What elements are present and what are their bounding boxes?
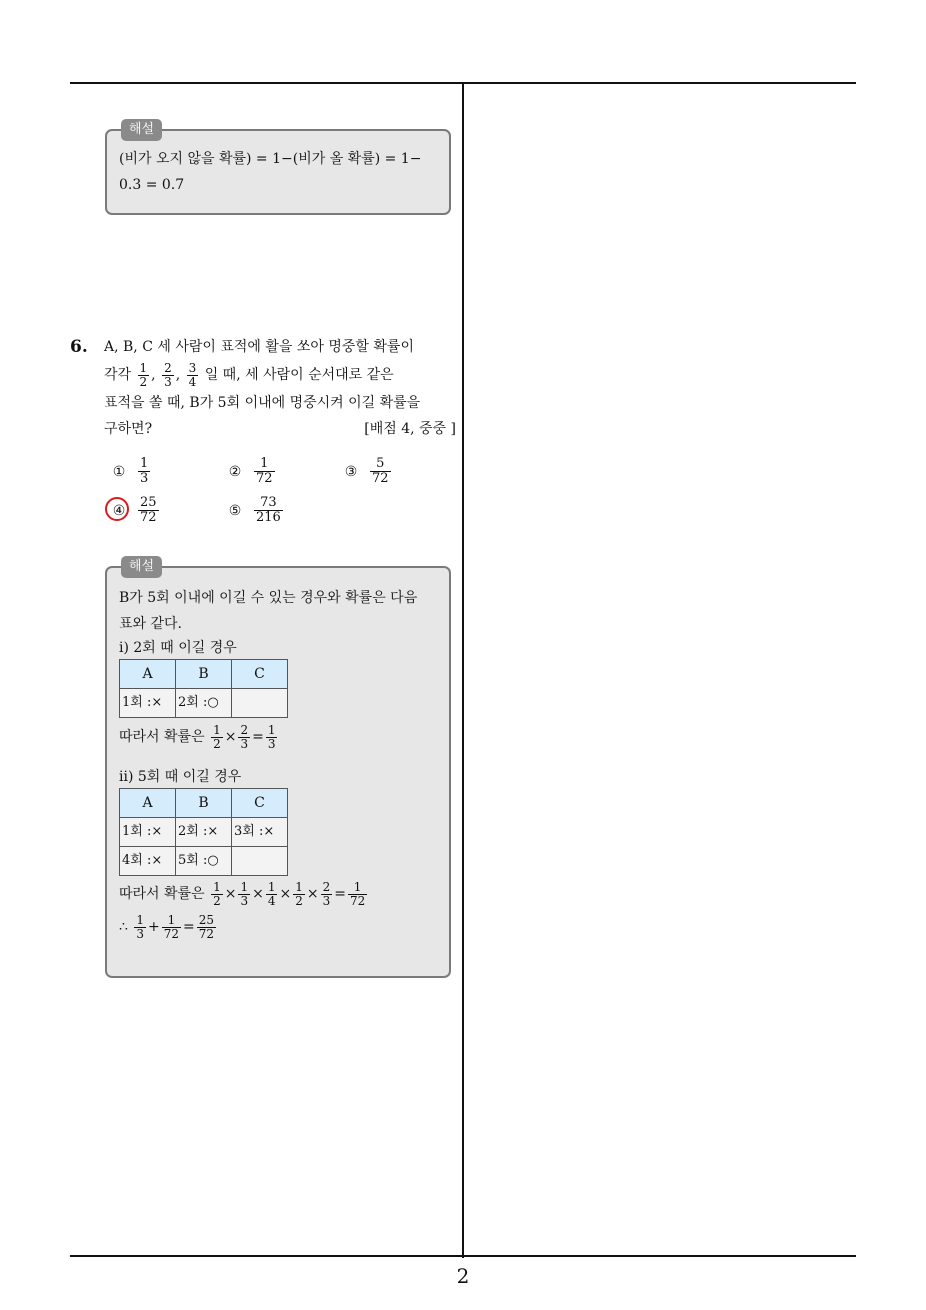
probability-label: 따라서 확률은	[119, 886, 205, 902]
numerator: 2	[164, 360, 172, 375]
table-cell: 1회 :×	[120, 818, 176, 847]
case2-table	[119, 788, 288, 876]
explanation-text	[107, 131, 449, 198]
column-divider	[462, 82, 464, 1258]
denominator: 3	[164, 374, 172, 389]
table-header: C	[232, 660, 288, 689]
question-line: 표적을 쏠 때, B가 5회 이내에 명중시켜 이길 확률을	[104, 395, 421, 411]
table-cell: 4회 :×	[120, 847, 176, 876]
case2-probability: 따라서 확률은 $\frac{1}{2}$ × $\frac{1}{3}$ × $\frac{1}{4}$ × $\frac{1}{2}$ × $\frac{2}{3}$ = $\frac{1}{72}$	[119, 879, 366, 908]
fraction: $\frac{1}{3}$	[267, 722, 276, 751]
question-text-fragment: 각각	[104, 367, 132, 383]
table-cell: 2회 :×	[176, 818, 232, 847]
bottom-rule	[70, 1255, 856, 1257]
fraction: $\frac{2}{3}$	[240, 722, 249, 751]
fraction: $\frac{1}{2}$	[213, 722, 221, 751]
explanation-box-2	[105, 559, 451, 978]
denominator: 72	[140, 510, 157, 525]
explanation-line: (비가 오지 않을 확률) = 1−(비가 올 확률) = 1−	[119, 151, 422, 167]
choice-marker: ②	[228, 463, 242, 480]
explanation-tag: 해설	[121, 556, 162, 578]
numerator: 1	[139, 360, 148, 375]
case1-probability: 따라서 확률은 $\frac{1}{2}$ × $\frac{2}{3}$ = $\frac{1}{3}$	[119, 722, 276, 751]
table-header: B	[176, 660, 232, 689]
table-cell	[232, 689, 288, 718]
fraction	[254, 496, 283, 525]
choice-marker: ④	[112, 502, 126, 519]
fraction	[254, 457, 275, 486]
explanation-box-1	[105, 122, 451, 215]
case2-title: ⅱ) 5회 때 이길 경우	[119, 769, 242, 785]
denominator: 72	[372, 471, 389, 486]
numerator: 25	[140, 495, 157, 510]
table-cell: 2회 :○	[176, 689, 232, 718]
probability-label: 따라서 확률은	[119, 729, 205, 745]
denominator: 2	[139, 374, 148, 389]
explanation-line: B가 5회 이내에 이길 수 있는 경우와 확률은 다음	[119, 590, 418, 606]
numerator: 3	[188, 360, 197, 375]
choice-marker-selected	[110, 503, 128, 519]
choice-1[interactable]	[110, 457, 152, 486]
table-header: B	[176, 789, 232, 818]
fraction	[138, 457, 150, 486]
numerator: 1	[260, 456, 269, 471]
question-line: A, B, C 세 사람이 표적에 활을 쏘아 명중할 확률이	[104, 339, 414, 355]
case1-title: ⅰ) 2회 때 이길 경우	[119, 640, 237, 656]
selected-circle-icon	[105, 497, 129, 521]
table-row	[120, 847, 288, 876]
question-text-fragment: 일 때, 세 사람이 순서대로 같은	[204, 367, 394, 383]
denominator: 4	[188, 374, 197, 389]
explanation-line: 0.3 = 0.7	[119, 177, 185, 193]
fraction	[370, 457, 391, 486]
table-header-row	[120, 789, 288, 818]
choice-marker: ⑤	[228, 502, 242, 519]
denominator: 72	[256, 471, 273, 486]
question-text-fragment: 구하면?	[104, 421, 153, 437]
question-line	[104, 416, 456, 442]
denominator: 3	[140, 471, 149, 486]
question-line: 각각 $\frac{1}{2}$ , $\frac{2}{3}$ , $\frac{3}{4}$ 일 때, 세 사람이 순서대로 같은	[104, 360, 394, 389]
table-cell	[232, 847, 288, 876]
therefore-symbol: ∴	[119, 919, 128, 935]
choice-marker: ①	[112, 463, 126, 480]
numerator: 73	[260, 495, 277, 510]
choice-marker: ③	[344, 463, 358, 480]
question-number: 6.	[70, 337, 88, 357]
denominator: 216	[256, 510, 281, 525]
table-header-row	[120, 660, 288, 689]
choice-2[interactable]	[226, 457, 277, 486]
fraction	[187, 362, 199, 389]
fraction	[138, 496, 159, 525]
case1-table	[119, 659, 288, 718]
table-header: A	[120, 789, 176, 818]
page-number: 2	[456, 1264, 470, 1288]
numerator: 1	[140, 456, 149, 471]
table-header: C	[232, 789, 288, 818]
final-answer: ∴ $\frac{1}{3}$ + $\frac{1}{72}$ = $\frac{25}{72}$	[119, 912, 215, 941]
table-row	[120, 689, 288, 718]
explanation-line: 표와 같다.	[119, 616, 182, 632]
table-row	[120, 818, 288, 847]
table-cell: 1회 :×	[120, 689, 176, 718]
question-text	[104, 334, 456, 442]
fraction	[138, 362, 150, 389]
table-header: A	[120, 660, 176, 689]
table-cell: 3회 :×	[232, 818, 288, 847]
choice-4[interactable]	[110, 496, 161, 525]
choice-3[interactable]	[342, 457, 393, 486]
explanation-tag: 해설	[121, 119, 162, 141]
choice-5[interactable]	[226, 496, 285, 525]
explanation-body	[107, 568, 449, 942]
fraction	[162, 362, 174, 389]
numerator: 5	[376, 456, 385, 471]
table-cell: 5회 :○	[176, 847, 232, 876]
points-label: [배점 4, 중중 ]	[364, 421, 456, 437]
